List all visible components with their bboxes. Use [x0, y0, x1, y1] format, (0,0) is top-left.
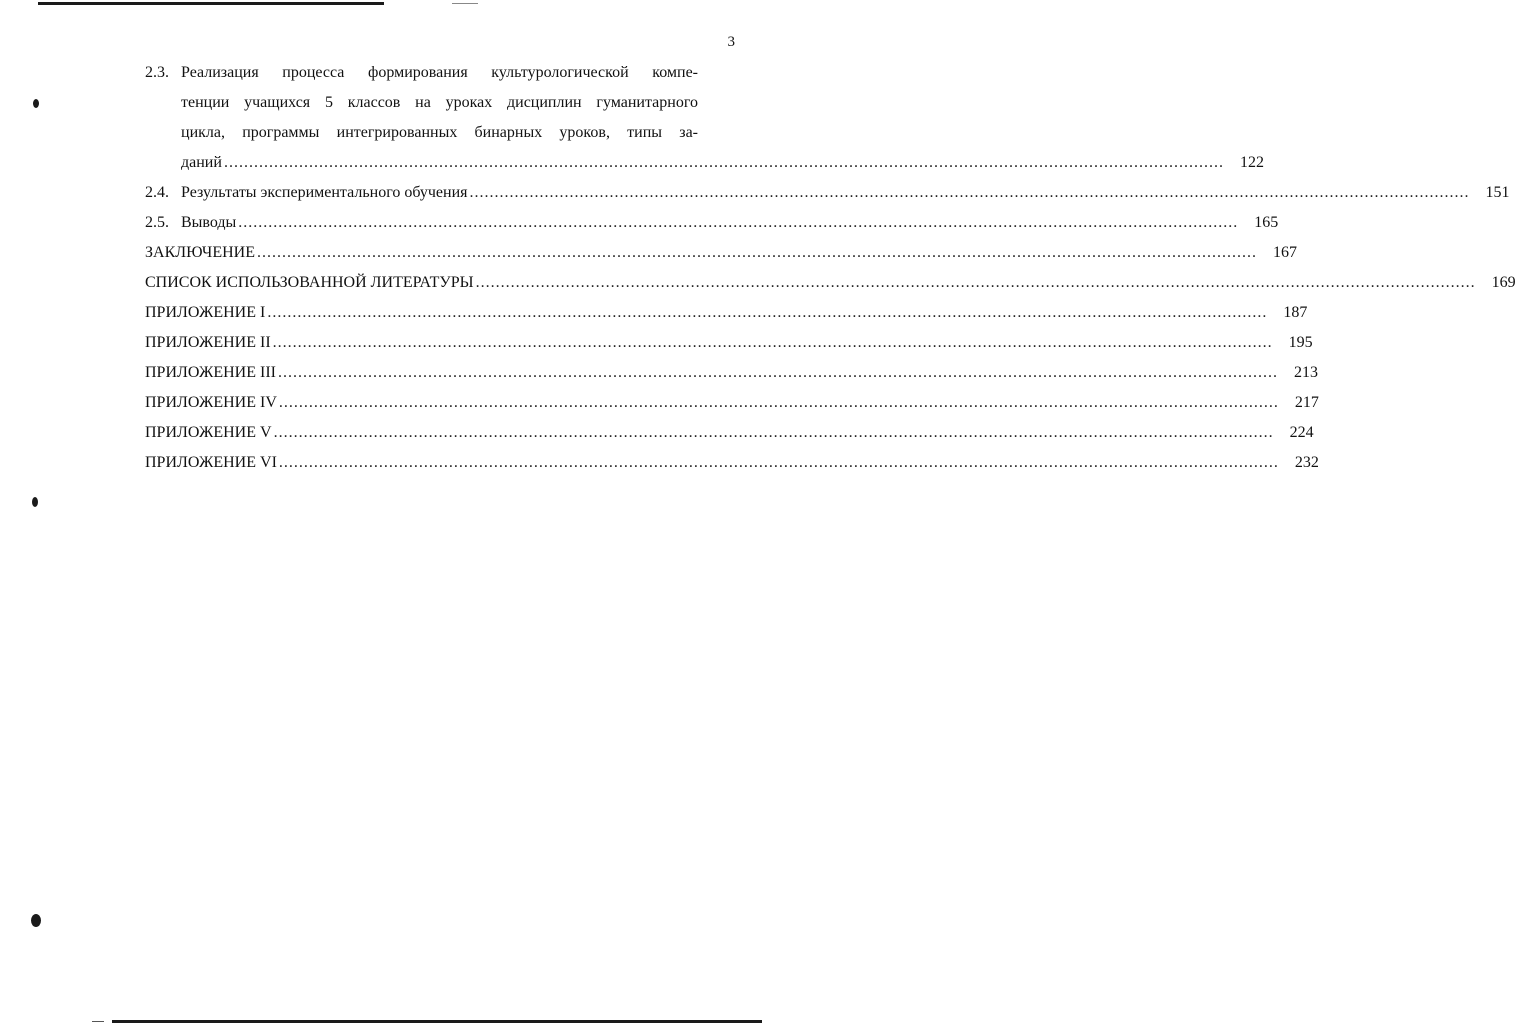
- toc-entry: [145, 208, 1279, 238]
- toc-entry-title-continued: даний: [181, 154, 222, 171]
- toc-entry-title: ПРИЛОЖЕНИЕ VI: [145, 454, 277, 471]
- toc-entry-title: ПРИЛОЖЕНИЕ II: [145, 334, 271, 351]
- punch-hole-mark: [31, 914, 41, 927]
- toc-entry: [145, 448, 1319, 478]
- scan-border-top: [38, 2, 384, 5]
- dot-leader: ........................................................................................................................................................................................................: [272, 334, 1273, 351]
- toc-page-number: 165: [1254, 214, 1279, 231]
- toc-entry: [145, 418, 1314, 448]
- toc-entry-2-3-line1: [145, 58, 732, 88]
- table-of-contents: [145, 58, 1516, 478]
- dot-leader: ........................................................................................................................................................................................................: [278, 394, 1279, 411]
- toc-page-number: 151: [1485, 184, 1510, 201]
- dot-leader: ........................................................................................................................................................................................................: [267, 304, 1268, 321]
- toc-entry-title: СПИСОК ИСПОЛЬЗОВАННОЙ ЛИТЕРАТУРЫ: [145, 274, 474, 291]
- toc-entry-title: Выводы: [181, 214, 237, 231]
- toc-entry-title: ЗАКЛЮЧЕНИЕ: [145, 244, 255, 261]
- toc-page-number: 169: [1491, 274, 1516, 291]
- punch-hole-mark: [32, 497, 38, 507]
- toc-entry: [145, 358, 1318, 388]
- toc-entry-number: 2.4.: [145, 184, 169, 201]
- toc-entry-title: ПРИЛОЖЕНИЕ I: [145, 304, 266, 321]
- toc-entry: [145, 178, 1510, 208]
- dot-leader: ........................................................................................................................................................................................................: [475, 274, 1476, 291]
- toc-entry-title-continued: цикла, программы интегрированных бинарных уроков, типы за-: [181, 124, 698, 141]
- dot-leader: ........................................................................................................................................................................................................: [256, 244, 1257, 261]
- toc-entry: [145, 298, 1308, 328]
- dot-leader: ........................................................................................................................................................................................................: [469, 184, 1470, 201]
- punch-hole-mark: [33, 99, 39, 108]
- toc-page-number: 187: [1283, 304, 1308, 321]
- toc-entries-list: [145, 178, 1516, 478]
- page-number: 3: [727, 34, 735, 50]
- toc-entry: [145, 238, 1297, 268]
- toc-entry: [145, 388, 1319, 418]
- dot-leader: ........................................................................................................................................................................................................: [273, 424, 1274, 441]
- toc-page-number: 195: [1288, 334, 1313, 351]
- toc-entry-title: ПРИЛОЖЕНИЕ III: [145, 364, 276, 381]
- toc-entry-2-3-line2: [145, 88, 732, 118]
- dot-leader: ........................................................................................................................................................................................................: [278, 364, 1278, 381]
- scan-artifact-top: [452, 3, 478, 4]
- toc-page-number: 167: [1272, 244, 1297, 261]
- toc-entry-2-3-line4: [145, 148, 1264, 178]
- toc-entry-title: Реализация процесса формирования культурологической компе-: [181, 64, 698, 81]
- toc-entry-title: ПРИЛОЖЕНИЕ IV: [145, 394, 277, 411]
- toc-page-number: 232: [1294, 454, 1319, 471]
- dot-leader: ........................................................................................................................................................................................................: [278, 454, 1279, 471]
- toc-entry-title: Результаты экспериментального обучения: [181, 184, 468, 201]
- toc-entry-title-continued: тенции учащихся 5 классов на уроках дисциплин гуманитарного: [181, 94, 698, 111]
- toc-entry-number: 2.5.: [145, 214, 169, 231]
- toc-entry: [145, 328, 1313, 358]
- toc-page-number: 217: [1294, 394, 1319, 411]
- toc-page-number: 224: [1289, 424, 1314, 441]
- toc-entry: [145, 268, 1516, 298]
- toc-entry-2-3-line3: [145, 118, 732, 148]
- dot-leader: ........................................................................................................................................................................................................: [238, 214, 1239, 231]
- toc-entry-number: 2.3.: [145, 64, 169, 81]
- dot-leader: ........................................................................................................................................................................................................: [223, 154, 1224, 171]
- scan-border-bottom: [112, 1020, 762, 1023]
- toc-page-number: 122: [1239, 154, 1264, 171]
- scan-artifact-bottom: [92, 1021, 104, 1022]
- toc-page-number: 213: [1294, 364, 1318, 381]
- toc-entry-title: ПРИЛОЖЕНИЕ V: [145, 424, 272, 441]
